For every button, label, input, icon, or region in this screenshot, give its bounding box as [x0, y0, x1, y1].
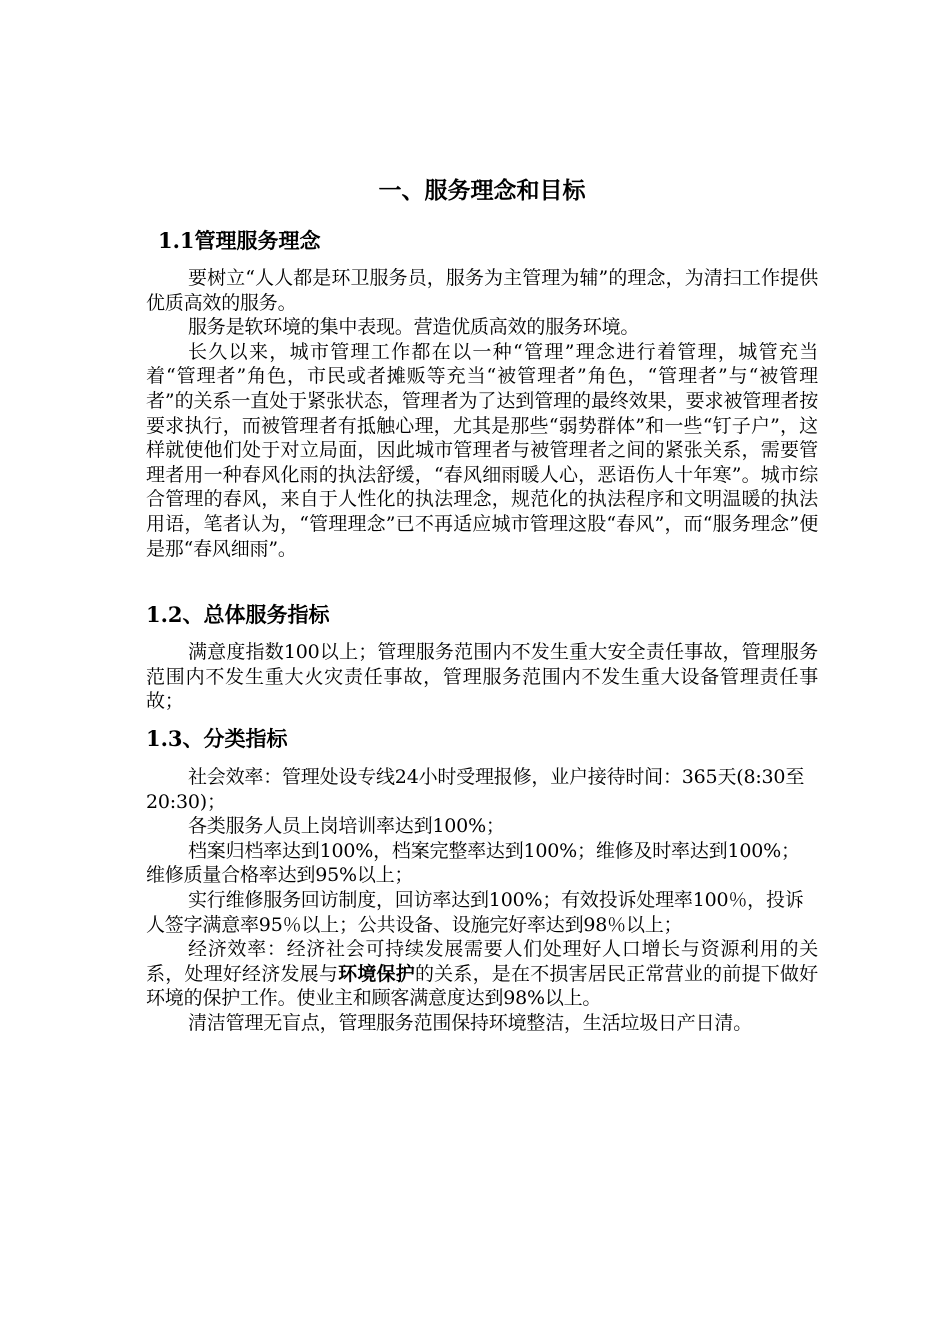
paragraph: 社会效率：管理处设专线24小时受理报修，业户接待时间：365天(8:30至20:30)；: [146, 766, 805, 813]
page-title: 一、服务理念和目标: [378, 178, 586, 204]
section-heading-1-1: [158, 226, 321, 256]
paragraph: 满意度指数100以上；管理服务范围内不发生重大安全责任事故，管理服务范围内不发生重大火灾责任事故，管理服务范围内不发生重大设备管理责任事故；: [146, 641, 818, 713]
section-body-1-2: [146, 640, 818, 714]
paragraph: 各类服务人员上岗培训率达到100%；: [188, 815, 505, 838]
paragraph-text: 的关系，是在不损害居民正常营业的前提下做好环境的保护工作。使业主和顾客满意度达到98%以上。: [146, 962, 818, 1010]
section-heading-text: 、总体服务指标: [182, 603, 330, 627]
paragraph: 实行维修服务回访制度，回访率达到100%；有效投诉处理率100％，投诉人签字满意率95％以上；公共设备、设施完好率达到98％以上；: [146, 888, 804, 936]
paragraph: 服务是软环境的集中表现。营造优质高效的服务环境。: [188, 316, 640, 339]
paragraph: 长久以来，城市管理工作都在以一种“管理”理念进行着管理，城管充当着“管理者”角色，市民或者摊贩等充当“被管理者”角色，“管理者”与“被管理者”的关系一直处于紧张状态，管理者为了达到管理的最终效果，要求被管理者按要求执行，而被管理者有抵触心理，尤其是那些“弱势群体”和一些“钉子户”，这样就使他们处于对立局面，因此城市管理者与被管理者之间的紧张关系，需要管理者用一种春风化雨的执法舒缓，“春风细雨暖人心，恶语伤人十年寒”。城市综合管理的春风，来自于人性化的执法理念，规范化的执法程序和文明温暖的执法用语，笔者认为，“管理理念”已不再适应城市管理这股“春风”，而“服务理念”便是那“春风细雨”。: [146, 340, 818, 560]
section-number: 1.1: [158, 228, 195, 253]
section-heading-1-3: [146, 724, 288, 754]
section-body-1-1: [146, 266, 818, 561]
paragraph-text: 经济效率：经济社会可持续发展需要人们处理好人口增长与资源利用的关系，处理好经济发展与: [146, 938, 818, 985]
paragraph-with-emphasis: [146, 937, 818, 1011]
section-body-1-3: [146, 765, 818, 1036]
paragraph: 档案归档率达到100%，档案完整率达到100%；维修及时率达到100%；维修质量合格率达到95%以上；: [146, 839, 800, 887]
section-number: 1.2: [146, 602, 183, 627]
emphasis-term: 环境保护: [338, 962, 415, 985]
paragraph: 要树立“人人都是环卫服务员，服务为主管理为辅”的理念，为清扫工作提供优质高效的服务。: [146, 267, 818, 314]
section-heading-text: 管理服务理念: [194, 229, 321, 253]
paragraph: 清洁管理无盲点，管理服务范围保持环境整洁，生活垃圾日产日清。: [188, 1011, 753, 1034]
section-heading-text: 、分类指标: [182, 727, 288, 751]
section-heading-1-2: [146, 600, 330, 630]
section-number: 1.3: [146, 726, 183, 751]
